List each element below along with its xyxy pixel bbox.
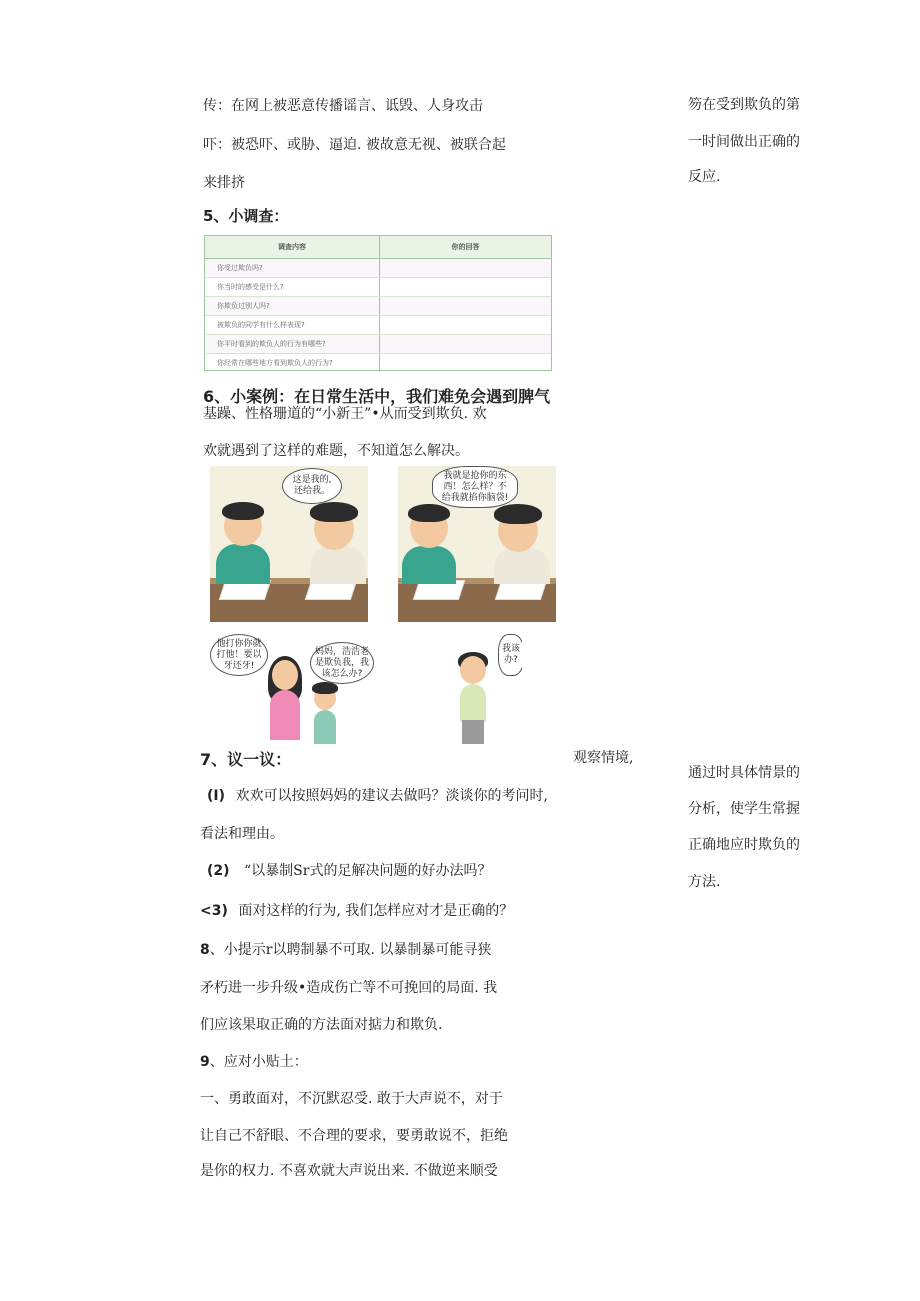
question-3 [200,900,513,920]
section-7-heading [200,747,291,770]
speech-bubble: 我该 办? [498,634,522,676]
comic-panel-2 [398,466,556,622]
survey-answer-cell [380,335,551,353]
observe-text: 观察情境, [573,750,634,766]
survey-table [204,235,552,371]
survey-answer-cell [380,354,551,372]
survey-question: 被欺负的同学有什么样表现? [205,316,380,334]
survey-question: 你当时的感受是什么? [205,278,380,296]
survey-answer-cell [380,297,551,315]
side-note-line-6: 正确地应时欺负的 [688,837,800,853]
question-2 [207,860,491,880]
table-row [205,354,551,372]
text-line-3: 来排挤 [203,175,245,191]
side-note-line-1: 笏在受到欺负的第 [688,97,800,113]
boy-shirt [402,546,456,584]
table-row [205,316,551,335]
survey-answer-cell [380,278,551,296]
survey-question: 你欺负过别人吗? [205,297,380,315]
survey-question: 你平时看到的欺负人的行为有哪些? [205,335,380,353]
side-note-line-7: 方法. [688,874,721,890]
comic-panel-4 [446,632,522,746]
boy-hair [408,504,450,522]
section-5-heading: 5、小调查： [203,207,289,225]
boy-shirt [216,544,270,584]
side-note-line-2: 一时间做出正确的 [688,134,800,150]
comic-panel-1 [210,466,368,622]
speech-bubble: 这是我的, 还给我。 [282,468,342,504]
girl-hair [494,504,542,524]
text-line-2: 吓：被恐吓、或胁、逼迫. 被故意无视、被联合起 [203,137,506,153]
section-9 [200,1051,308,1071]
section-6-heading: 6、小案例：在日常生活中，我们难免会遇到脾气 [203,387,551,406]
speech-bubble: 妈妈，浩浩老 是欺负我，我 该怎么办? [310,642,374,684]
survey-header-row [205,236,551,259]
section-7-heading-text: 7、议一议： [200,750,292,769]
table-row [205,278,551,297]
question-1-continued: 看法和理由。 [200,826,284,842]
section-8-text: 、小提示r以聘制暴不可取. 以暴制暴可能寻狭 [209,942,492,958]
text-line-8c: 们应该果取正确的方法面对掂力和欺负. [200,1017,443,1033]
tip-line-2: 让自己不舒眼、不合理的要求，要勇敢说不，拒绝 [200,1128,508,1144]
survey-header-answer: 你的回答 [451,243,480,251]
question-2-text: “以暴制Sr式的足解决问题的好办法吗？ [244,863,492,879]
table-row [205,335,551,354]
text-line-6b: 基躁、性格珊道的“小新王”•从而受到欺负. 欢 [203,406,487,422]
question-1-number: (I) [207,788,226,804]
section-8-number: 8 [200,942,210,958]
girl-shirt [494,548,550,584]
tip-line-1: 一、勇敢面对，不沉默忍受. 敢于大声说不，对于 [200,1091,503,1107]
survey-answer-cell [380,259,551,277]
survey-answer-cell [380,316,551,334]
table-row [205,297,551,316]
girl-shirt [310,546,366,584]
comic-panel-3 [210,632,376,746]
child-shirt [314,710,336,744]
section-8 [200,939,491,959]
survey-question: 你受过欺负吗? [205,259,380,277]
survey-header-content: 调查内容 [205,236,380,258]
question-3-text: 面对这样的行为, 我们怎样应对才是正确的？ [238,903,514,919]
question-1 [207,785,548,805]
child-shirt [460,684,486,722]
section-9-number: 9 [200,1054,210,1070]
text-line-6c: 欢就遇到了这样的难题，不知道怎么解决。 [203,443,469,459]
girl-hair [310,502,358,522]
side-note-line-4: 通过时具体情景的 [688,765,800,781]
table-row [205,259,551,278]
text-line-1: 传：在网上被恶意传播谣言、诋毁、人身攻击 [203,98,483,114]
boy-hair [222,502,264,520]
tip-line-3: 是你的权力. 不喜欢就大声说出来. 不做逆来顺受 [200,1163,498,1179]
section-9-text: 、应对小贴土： [209,1054,308,1070]
side-note-line-5: 分析，使学生常握 [688,801,800,817]
mom-dress [270,690,300,740]
side-note-line-3: 反应. [688,169,721,185]
question-1-text: 欢欢可以按照妈妈的建议去做吗？淡谈你的考问时, [235,788,548,804]
child-pants [462,720,484,744]
question-2-number: (2) [207,863,230,879]
survey-question: 你经常在哪些地方看到欺负人的行为? [205,354,380,372]
speech-bubble: 我就是抢你的东 西！怎么样？不 给我就掐你脑袋! [432,466,518,508]
speech-bubble: 他打你你就 打他！要以 牙还牙! [210,634,268,676]
question-3-number: <3) [200,903,228,919]
mom-head [272,660,298,690]
child-head [460,656,486,684]
child-hair [312,682,338,694]
text-line-8b: 矛朽进一步升级•造成伤亡等不可挽回的局面. 我 [200,980,498,996]
